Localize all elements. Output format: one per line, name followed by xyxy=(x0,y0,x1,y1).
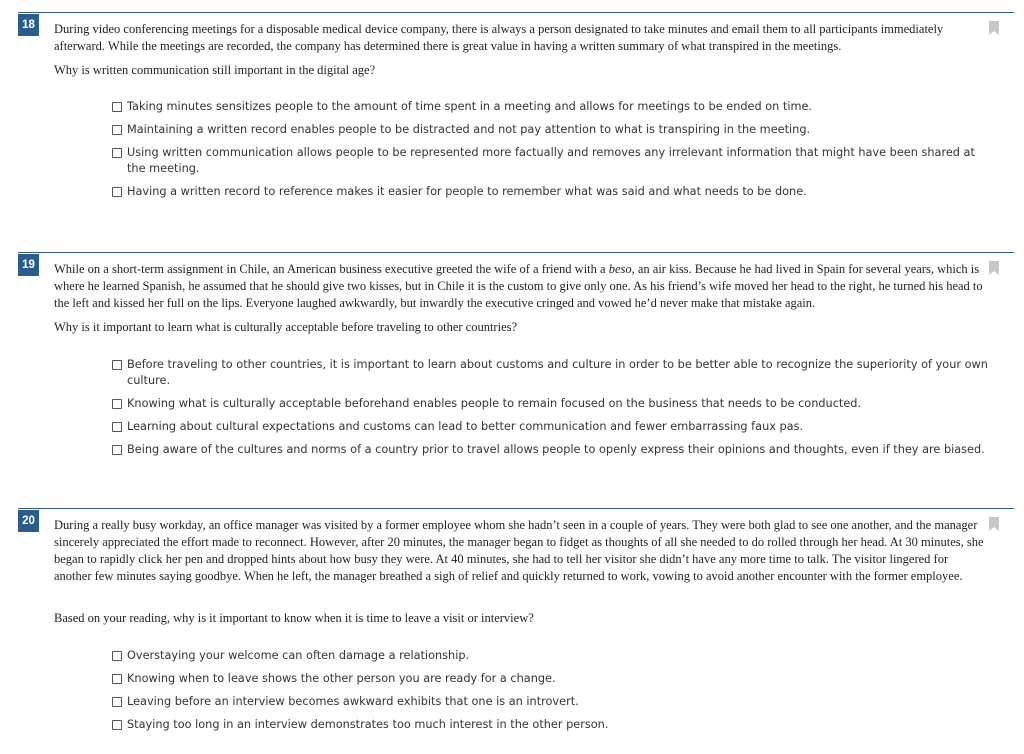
stem-italic-term: beso, xyxy=(608,262,635,276)
answer-option-label: Overstaying your welcome can often damage a relationship. xyxy=(127,649,470,662)
answer-option[interactable] xyxy=(112,396,992,412)
question-18 xyxy=(18,12,1014,198)
answer-option-label: Taking minutes sensitizes people to the amount of time spent in a meeting and allows for meetings to be ended on time. xyxy=(127,100,813,113)
question-20 xyxy=(18,508,1014,731)
checkbox-icon[interactable] xyxy=(112,399,122,409)
checkbox-icon[interactable] xyxy=(112,651,122,661)
stem-text: an air kiss. Because he had lived in Spain for several years, which is where he learned Spanish, he assumed that he should give two kisses, but in Chile it is the custom to give only one. As his friend’s wife moved her head to the right, he turned his head to the left and kissed her full on the lips. Everyone laughed awkwardly, but inwardly the executive cringed and vowed he’d never make that mistake again. xyxy=(54,262,983,310)
answer-option-label: Maintaining a written record enables people to be distracted and not pay attention to what is transpiring in the meeting. xyxy=(127,123,811,136)
answer-option[interactable] xyxy=(112,357,992,389)
question-prompt: Based on your reading, why is it important to know when it is time to leave a visit or interview? xyxy=(54,611,534,625)
checkbox-icon[interactable] xyxy=(112,360,122,370)
question-number-badge: 19 xyxy=(18,254,39,276)
question-stem: During a really busy workday, an office manager was visited by a former employee whom she hadn’t seen in a couple of years. They were both glad to see one another, and the manager sincerely appreciated the effort made to reconnect. However, after 20 minutes, the manager began to fidget as thoughts of all she needed to do rolled through her head. At 30 minutes, she began to rapidly click her pen and dropped hints about how busy they were. At 40 minutes, she had to tell her visitor she didn’t have any more time to talk. The visitor lingered for another few minutes saying goodbye. When he left, the manager breathed a sigh of relief and quickly returned to work, vowing to avoid another encounter with the former employee. xyxy=(54,518,984,583)
question-19 xyxy=(18,252,1014,456)
checkbox-icon[interactable] xyxy=(112,187,122,197)
question-stem xyxy=(54,261,984,312)
answer-option-label: Knowing when to leave shows the other person you are ready for a change. xyxy=(127,672,556,685)
answer-options xyxy=(112,648,992,740)
answer-option-label: Using written communication allows people to be represented more factually and removes any irrelevant information that might have been shared at the meeting. xyxy=(127,146,975,175)
checkbox-icon[interactable] xyxy=(112,148,122,158)
question-prompt: Why is written communication still important in the digital age? xyxy=(54,63,376,77)
answer-option[interactable] xyxy=(112,694,992,710)
checkbox-icon[interactable] xyxy=(112,674,122,684)
answer-option-label: Before traveling to other countries, it is important to learn about customs and culture in order to be better able to recognize the superiority of your own culture. xyxy=(127,358,988,387)
answer-option[interactable] xyxy=(112,99,992,115)
answer-option[interactable] xyxy=(112,122,992,138)
question-number-badge: 20 xyxy=(18,510,39,532)
answer-options xyxy=(112,357,992,465)
answer-option[interactable] xyxy=(112,145,992,177)
question-prompt: Why is it important to learn what is culturally acceptable before traveling to other countries? xyxy=(54,320,518,334)
checkbox-icon[interactable] xyxy=(112,125,122,135)
answer-option-label: Staying too long in an interview demonstrates too much interest in the other person. xyxy=(127,718,609,731)
answer-option[interactable] xyxy=(112,717,992,733)
answer-option[interactable] xyxy=(112,419,992,435)
answer-options xyxy=(112,99,992,207)
answer-option-label: Knowing what is culturally acceptable beforehand enables people to remain focused on the business that needs to be conducted. xyxy=(127,397,862,410)
answer-option[interactable] xyxy=(112,442,992,458)
checkbox-icon[interactable] xyxy=(112,445,122,455)
bookmark-icon[interactable] xyxy=(989,517,999,531)
question-number-badge: 18 xyxy=(18,14,39,36)
answer-option[interactable] xyxy=(112,671,992,687)
stem-text: While on a short-term assignment in Chile, an American business executive greeted the wife of a friend with a xyxy=(54,262,609,276)
answer-option[interactable] xyxy=(112,648,992,664)
bookmark-icon[interactable] xyxy=(989,21,999,35)
checkbox-icon[interactable] xyxy=(112,422,122,432)
checkbox-icon[interactable] xyxy=(112,697,122,707)
question-stem: During video conferencing meetings for a disposable medical device company, there is always a person designated to take minutes and email them to all participants immediately afterward. While the meetings are recorded, the company has determined there is great value in having a written summary of what transpired in the meetings. xyxy=(54,22,944,53)
answer-option-label: Having a written record to reference makes it easier for people to remember what was said and what needs to be done. xyxy=(127,185,807,198)
checkbox-icon[interactable] xyxy=(112,720,122,730)
bookmark-icon[interactable] xyxy=(989,261,999,275)
answer-option[interactable] xyxy=(112,184,992,200)
answer-option-label: Being aware of the cultures and norms of a country prior to travel allows people to openly express their opinions and thoughts, even if they are biased. xyxy=(127,443,985,456)
answer-option-label: Leaving before an interview becomes awkward exhibits that one is an introvert. xyxy=(127,695,579,708)
answer-option-label: Learning about cultural expectations and customs can lead to better communication and fewer embarrassing faux pas. xyxy=(127,420,804,433)
checkbox-icon[interactable] xyxy=(112,102,122,112)
